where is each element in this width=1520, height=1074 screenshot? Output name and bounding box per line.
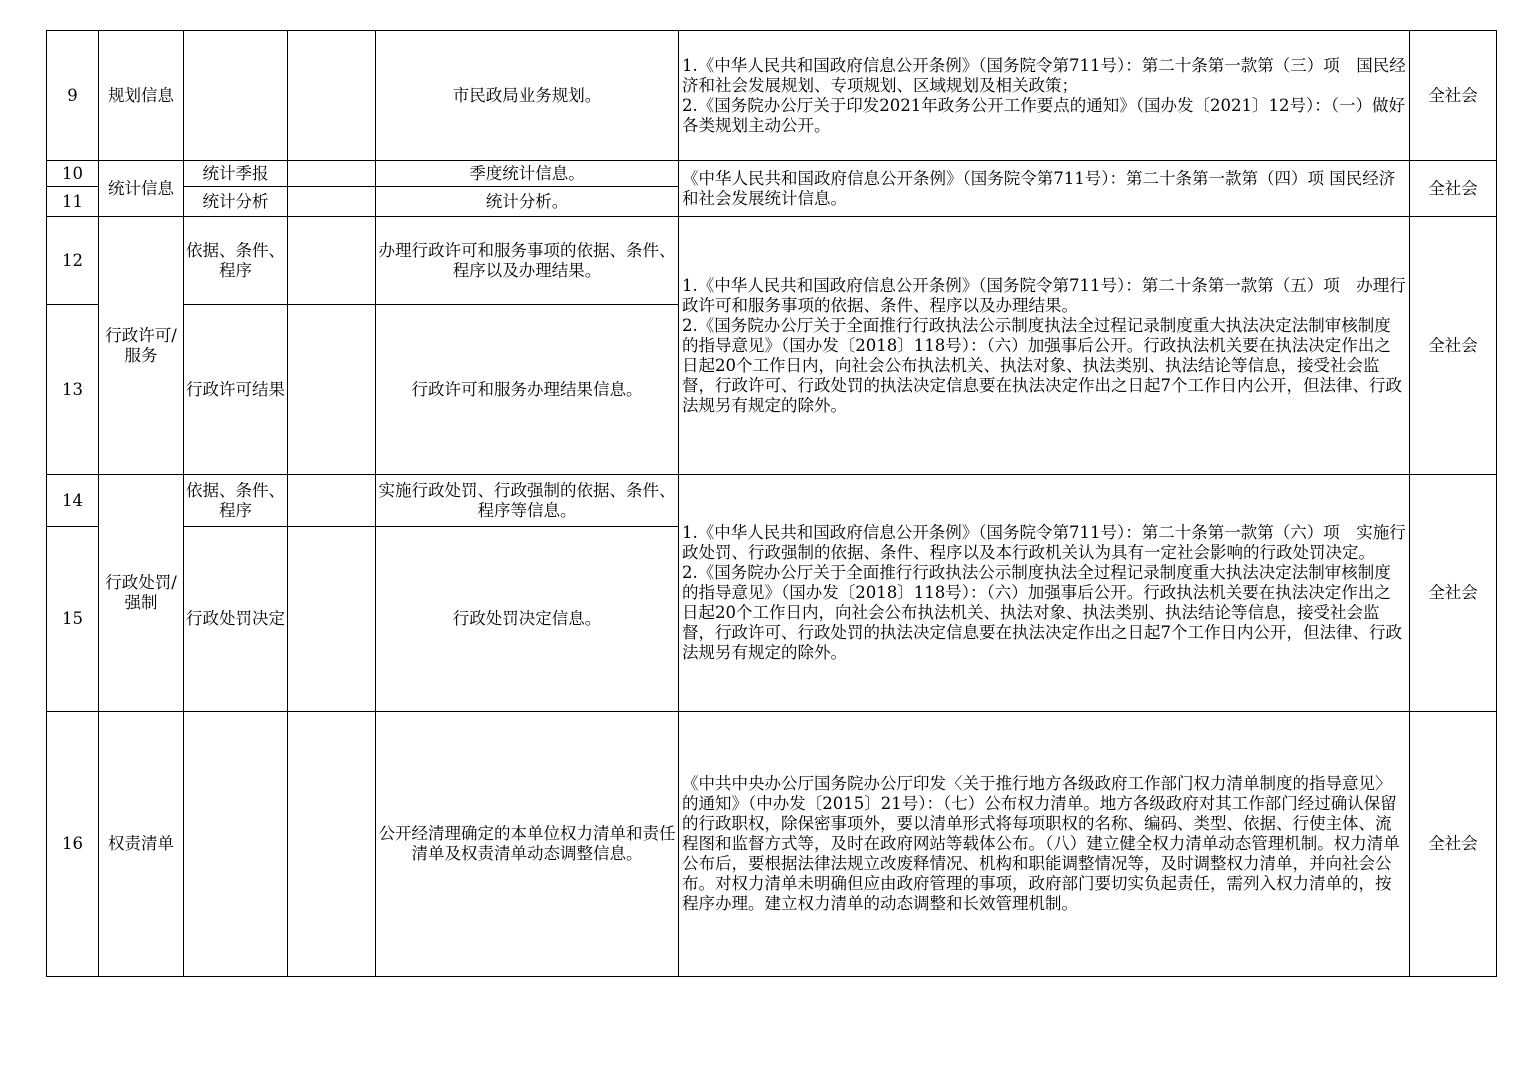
category-cell: 规划信息 — [99, 31, 184, 161]
basis-paragraph: 1.《中华人民共和国政府信息公开条例》（国务院令第711号）：第二十条第一款第（五）项 办理行政许可和服务事项的依据、条件、程序以及办理结果。 — [682, 275, 1406, 315]
basis-paragraph: 《中华人民共和国政府信息公开条例》（国务院令第711号）：第二十条第一款第（四）项 国民经济和社会发展统计信息。 — [682, 168, 1396, 208]
empty-cell — [288, 475, 376, 527]
subcategory-cell — [184, 712, 288, 977]
table-row — [47, 712, 1497, 977]
category-cell: 权责清单 — [99, 712, 184, 977]
basis-cell — [679, 712, 1410, 977]
table-row — [47, 217, 1497, 305]
empty-cell — [288, 31, 376, 161]
empty-cell — [288, 305, 376, 475]
table-row — [47, 161, 1497, 187]
category-cell: 统计信息 — [99, 161, 184, 217]
subcategory-cell: 行政许可结果 — [184, 305, 288, 475]
subcategory-cell: 统计分析 — [184, 187, 288, 217]
scope-cell: 全社会 — [1410, 161, 1497, 217]
basis-paragraph: 2.《国务院办公厅关于全面推行行政执法公示制度执法全过程记录制度重大执法决定法制审核制度的指导意见》（国办发〔2018〕118号）：（六）加强事后公开。行政执法机关要在执法决定作出之日起20个工作日内，向社会公布执法机关、执法对象、执法类别、执法结论等信息，接受社会监督，行政许可、行政处罚的执法决定信息要在执法决定作出之日起7个工作日内公开，但法律、行政法规另有规定的除外。 — [682, 315, 1402, 415]
row-number: 11 — [47, 187, 99, 217]
basis-paragraph: 2.《国务院办公厅关于印发2021年政务公开工作要点的通知》（国办发〔2021〕12号）：（一）做好各类规划主动公开。 — [682, 95, 1405, 135]
row-number: 12 — [47, 217, 99, 305]
basis-paragraph: 2.《国务院办公厅关于全面推行行政执法公示制度执法全过程记录制度重大执法决定法制审核制度的指导意见》（国办发〔2018〕118号）：（六）加强事后公开。行政执法机关要在执法决定作出之日起20个工作日内，向社会公布执法机关、执法对象、执法类别、执法结论等信息，接受社会监督，行政许可、行政处罚的执法决定信息要在执法决定作出之日起7个工作日内公开，但法律、行政法规另有规定的除外。 — [682, 563, 1402, 662]
row-number: 9 — [47, 31, 99, 161]
empty-cell — [288, 187, 376, 217]
basis-cell — [679, 217, 1410, 475]
basis-cell — [679, 475, 1410, 712]
content-cell: 行政许可和服务办理结果信息。 — [376, 305, 679, 475]
subcategory-cell — [184, 31, 288, 161]
category-cell: 行政许可/服务 — [99, 217, 184, 475]
subcategory-cell: 统计季报 — [184, 161, 288, 187]
table-row — [47, 31, 1497, 161]
basis-paragraph: 1.《中华人民共和国政府信息公开条例》（国务院令第711号）：第二十条第一款第（六）项 实施行政处罚、行政强制的依据、条件、程序以及本行政机关认为具有一定社会影响的行政处罚决定。 — [682, 523, 1406, 562]
basis-cell — [679, 161, 1410, 217]
basis-paragraph: 1.《中华人民共和国政府信息公开条例》（国务院令第711号）：第二十条第一款第（三）项 国民经济和社会发展规划、专项规划、区域规划及相关政策； — [682, 55, 1406, 95]
content-cell: 公开经清理确定的本单位权力清单和责任清单及权责清单动态调整信息。 — [376, 712, 679, 977]
content-cell: 市民政局业务规划。 — [376, 31, 679, 161]
content-cell: 季度统计信息。 — [376, 161, 679, 187]
basis-cell — [679, 31, 1410, 161]
row-number: 15 — [47, 527, 99, 712]
empty-cell — [288, 217, 376, 305]
disclosure-table — [46, 30, 1497, 977]
content-cell: 行政处罚决定信息。 — [376, 527, 679, 712]
empty-cell — [288, 712, 376, 977]
row-number: 10 — [47, 161, 99, 187]
content-cell: 实施行政处罚、行政强制的依据、条件、程序等信息。 — [376, 475, 679, 527]
subcategory-cell: 依据、条件、程序 — [184, 475, 288, 527]
row-number: 13 — [47, 305, 99, 475]
subcategory-cell: 依据、条件、程序 — [184, 217, 288, 305]
content-cell: 统计分析。 — [376, 187, 679, 217]
category-cell: 行政处罚/强制 — [99, 475, 184, 712]
table-row — [47, 475, 1497, 527]
subcategory-cell: 行政处罚决定 — [184, 527, 288, 712]
empty-cell — [288, 161, 376, 187]
scope-cell: 全社会 — [1410, 217, 1497, 475]
content-cell: 办理行政许可和服务事项的依据、条件、程序以及办理结果。 — [376, 217, 679, 305]
scope-cell: 全社会 — [1410, 712, 1497, 977]
basis-paragraph: 《中共中央办公厅国务院办公厅印发〈关于推行地方各级政府工作部门权力清单制度的指导意见〉的通知》（中办发〔2015〕21号）：（七）公布权力清单。地方各级政府对其工作部门经过确认保留的行政职权，除保密事项外，要以清单形式将每项职权的名称、编码、类型、依据、行使主体、流程图和监督方式等，及时在政府网站等载体公布。（八）建立健全权力清单动态管理机制。权力清单公布后，要根据法律法规立改废释情况、机构和职能调整情况等，及时调整权力清单，并向社会公布。对权力清单未明确但应由政府管理的事项，政府部门要切实负起责任，需列入权力清单的，按程序办理。建立权力清单的动态调整和长效管理机制。 — [682, 774, 1400, 913]
scope-cell: 全社会 — [1410, 475, 1497, 712]
row-number: 14 — [47, 475, 99, 527]
empty-cell — [288, 527, 376, 712]
row-number: 16 — [47, 712, 99, 977]
scope-cell: 全社会 — [1410, 31, 1497, 161]
